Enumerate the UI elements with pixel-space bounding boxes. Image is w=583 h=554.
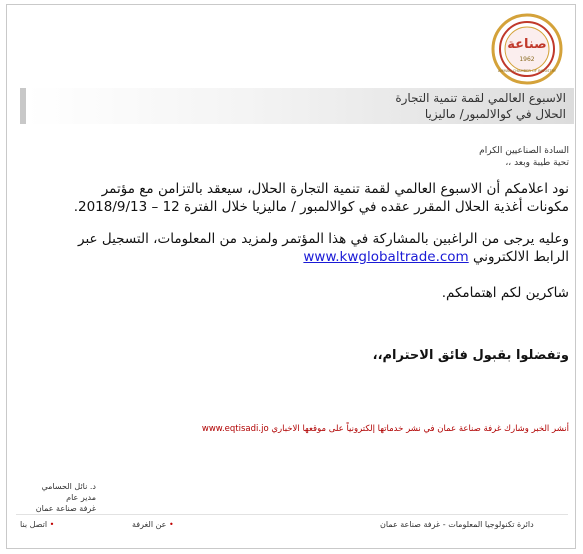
registration-link[interactable]: www.kwglobaltrade.com	[303, 249, 469, 265]
bullet-icon: •	[49, 520, 55, 529]
subject-banner	[20, 88, 574, 124]
paragraph-1-line-1: نود اعلامكم أن الاسبوع العالمي لقمة تنمية التجارة الحلال، سيعقد بالتزامن مع مؤتمر	[101, 181, 569, 197]
greeting: تحية طيبة وبعد ،،	[505, 158, 569, 168]
banner-line-2: الحلال في كوالالمبور/ ماليزيا	[424, 107, 566, 121]
chamber-logo	[486, 12, 568, 86]
salutation: السادة الصناعيين الكرام	[479, 146, 569, 156]
logo-wordmark: صناعة	[507, 37, 547, 52]
signature-title: مدير عام	[66, 493, 96, 502]
news-notice	[202, 424, 569, 434]
logo-year: 1962	[519, 56, 535, 63]
thanks-line: شاكرين لكم اهتمامكم.	[441, 285, 569, 301]
link-prefix: الرابط الالكتروني	[473, 249, 569, 265]
logo-caption: AMMAN CHAMBER OF INDUSTRY	[497, 69, 557, 73]
paragraph-1-line-2: مكونات أغذية الحلال المقرر عقده في كوالالمبور / ماليزيا خلال الفترة 12 – 2018/9/13.	[73, 199, 569, 215]
footer-contact-link[interactable]	[20, 520, 54, 529]
paragraph-2-line-2	[303, 248, 569, 266]
bullet-icon: •	[169, 520, 174, 529]
footer-contact-label: اتصل بنا	[20, 520, 48, 529]
closing-line: وتفضلوا بقبول فائق الاحترام،،	[372, 348, 569, 363]
notice-text: أنشر الخبر وشارك غرفة صناعة عمان في نشر خدماتها إلكترونياً على موقعها الاخباري	[271, 424, 569, 434]
footer-department: دائرة تكنولوجيا المعلومات - غرفة صناعة عمان	[380, 520, 534, 529]
signature-org: غرفة صناعة عمان	[35, 504, 96, 513]
banner-line-1: الاسبوع العالمي لقمة تنمية التجارة	[395, 91, 566, 105]
signature-name: د. نائل الحسامي	[41, 482, 96, 491]
footer-about-label: عن الغرفة	[132, 520, 167, 529]
paragraph-2-line-1: وعليه يرجى من الراغبين بالمشاركة في هذا المؤتمر ولمزيد من المعلومات، التسجيل عبر	[78, 231, 569, 247]
footer-divider	[16, 514, 568, 515]
footer-about-link[interactable]	[132, 520, 174, 529]
notice-site-link[interactable]: www.eqtisadi.jo	[201, 424, 269, 434]
